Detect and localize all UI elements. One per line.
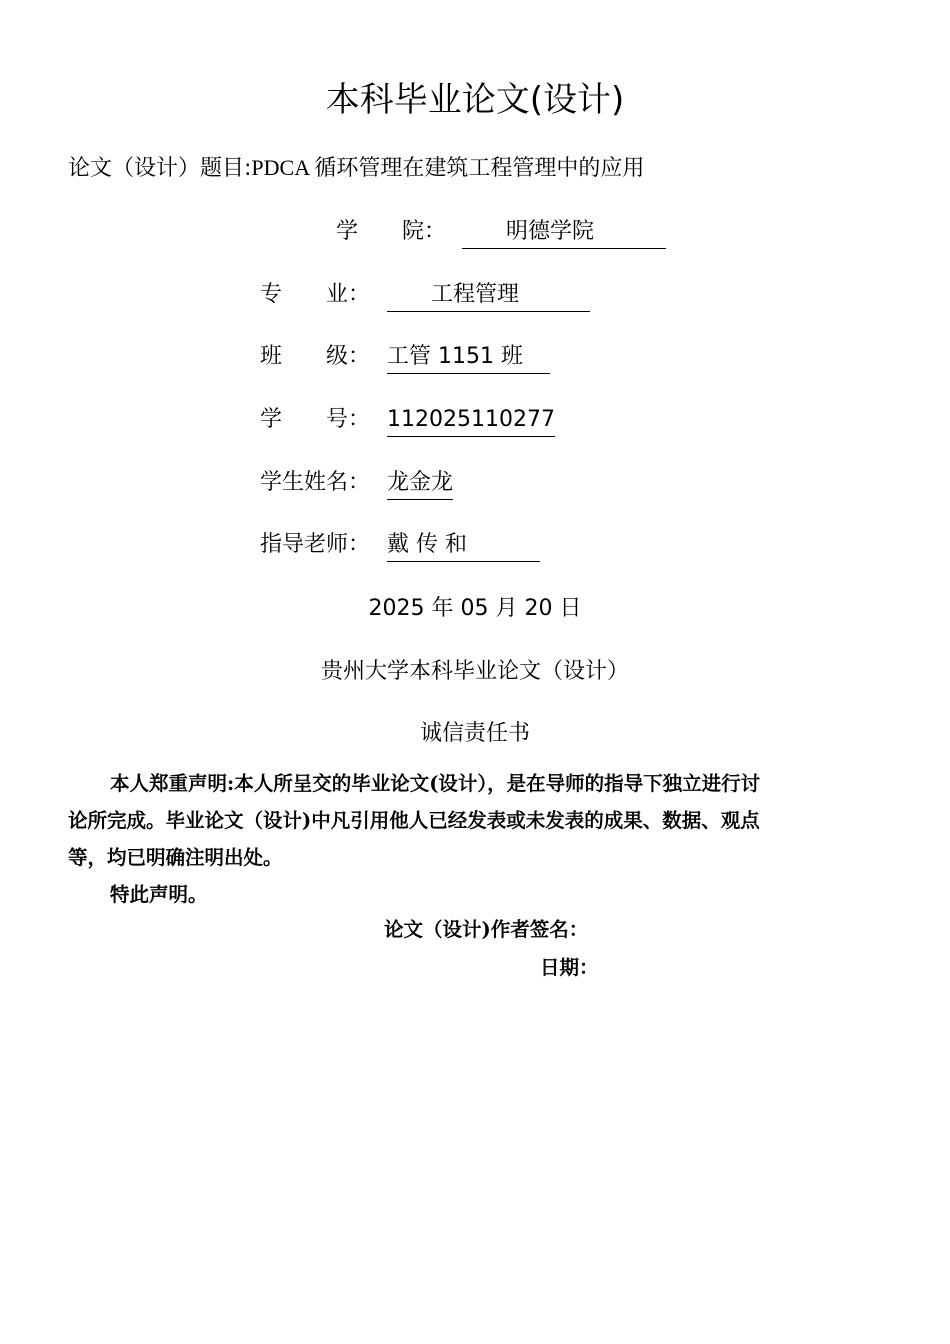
document-title: 本科毕业论文(设计) (325, 80, 625, 120)
student-name-value: 龙金龙 (387, 467, 453, 500)
thesis-topic-value: PDCA 循环管理在建筑工程管理中的应用 (251, 155, 645, 180)
student-name-label: 学生姓名： (260, 470, 371, 495)
integrity-certificate-title: 诚信责任书 (419, 721, 530, 746)
signature-date-label: 日期： (540, 956, 599, 979)
major-value: 工程管理 (387, 279, 590, 312)
major-label: 专 业： (260, 282, 371, 307)
college-value: 明德学院 (462, 216, 666, 249)
advisor-label: 指导老师： (260, 532, 371, 557)
declaration-line-1: 本人郑重声明:本人所呈交的毕业论文(设计），是在导师的指导下独立进行讨 (110, 772, 761, 795)
submission-date: 2025 年 05 月 20 日 (368, 596, 582, 621)
class-value: 工管 1151 班 (387, 341, 550, 374)
college-label: 学 院： (336, 219, 447, 244)
thesis-topic-label: 论文（设计）题目: (68, 156, 252, 181)
declaration-line-2: 论所完成。毕业论文（设计)中凡引用他人已经发表或未发表的成果、数据、观点 (68, 809, 760, 832)
student-id-label: 学 号： (260, 407, 371, 432)
class-label: 班 级： (260, 344, 371, 369)
university-title: 贵州大学本科毕业论文（设计） (320, 659, 629, 684)
declaration-statement: 特此声明。 (110, 883, 208, 906)
author-signature-label: 论文（设计)作者签名： (384, 918, 589, 941)
thesis-topic (68, 152, 644, 185)
student-id-value: 112025110277 (387, 404, 555, 437)
advisor-value: 戴 传 和 (387, 529, 540, 562)
declaration-line-3: 等，均已明确注明出处。 (68, 846, 283, 869)
